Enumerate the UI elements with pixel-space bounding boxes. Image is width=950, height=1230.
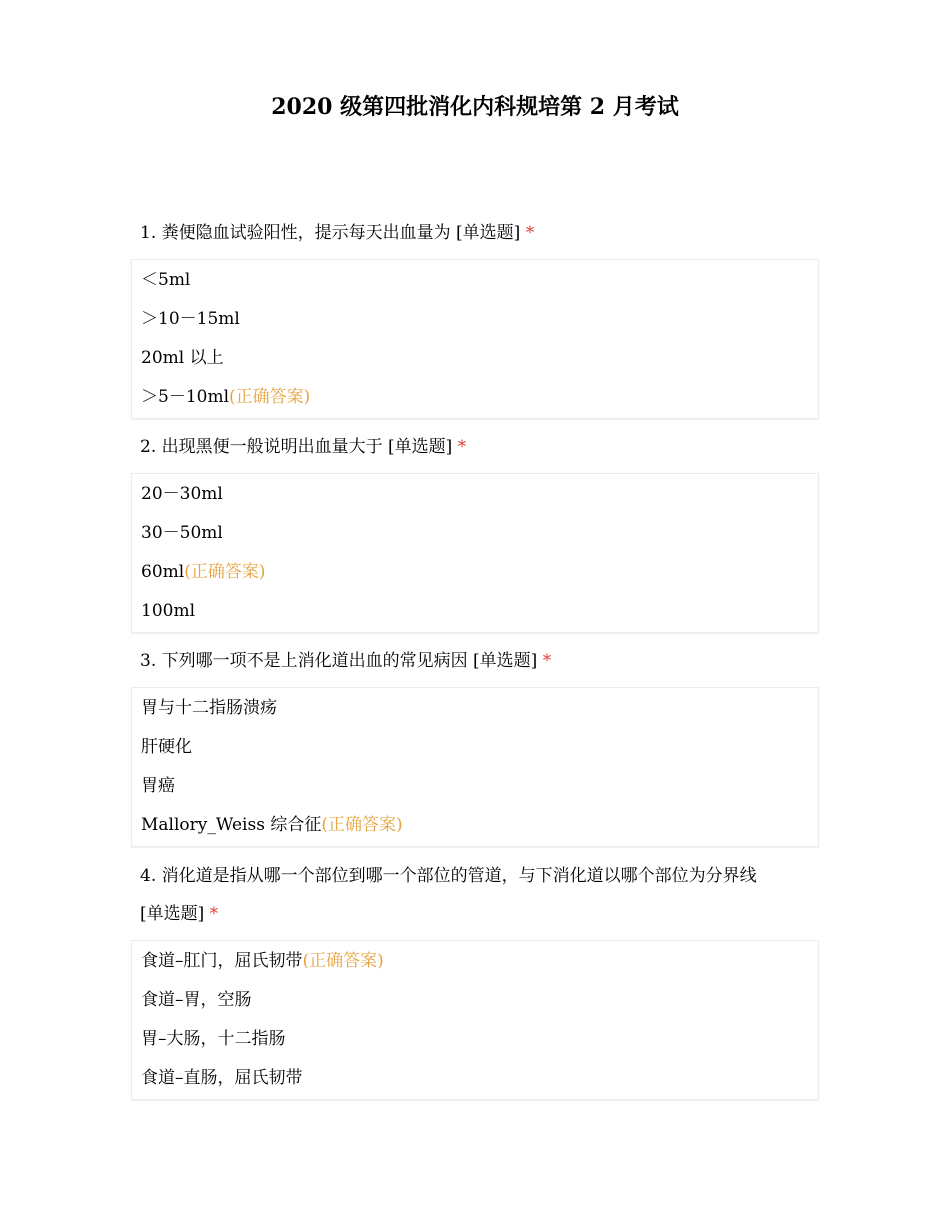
option-item[interactable] [132, 728, 818, 767]
option-item[interactable] [132, 689, 818, 728]
question-stem [131, 857, 819, 933]
question-stem-text: 1. 粪便隐血试验阳性，提示每天出血量为 [单选题] [140, 223, 521, 243]
question-1 [131, 214, 819, 419]
option-item[interactable] [132, 1059, 818, 1098]
required-mark: * [457, 437, 467, 457]
question-stem-text: 3. 下列哪一项不是上消化道出血的常见病因 [单选题] [140, 651, 538, 671]
option-text: 食道–直肠，屈氏韧带 [141, 1068, 303, 1088]
question-2 [131, 428, 819, 633]
option-item[interactable] [132, 981, 818, 1020]
option-text: 食道–胃，空肠 [141, 990, 252, 1010]
question-stem-text: 2. 出现黑便一般说明出血量大于 [单选题] [140, 437, 453, 457]
option-text: 20ml 以上 [141, 348, 224, 368]
option-text: 胃与十二指肠溃疡 [141, 698, 277, 718]
option-text: ＞10－15ml [141, 309, 240, 329]
option-text: ＜5ml [141, 270, 191, 290]
option-text: 60ml [141, 562, 185, 582]
question-stem [131, 642, 819, 680]
option-text: 食道–肛门，屈氏韧带 [141, 951, 303, 971]
correct-answer-tag: (正确答案) [229, 387, 311, 407]
correct-answer-tag: (正确答案) [184, 562, 266, 582]
option-item[interactable] [132, 475, 818, 514]
options-list [131, 940, 819, 1100]
option-item[interactable] [132, 592, 818, 631]
option-item[interactable] [132, 261, 818, 300]
option-item-correct[interactable] [132, 942, 818, 981]
required-mark: * [525, 223, 535, 243]
options-list [131, 473, 819, 633]
option-item[interactable] [132, 1020, 818, 1059]
question-4 [131, 857, 819, 1100]
correct-answer-tag: (正确答案) [321, 815, 403, 835]
question-stem-text: [单选题] [140, 904, 205, 924]
option-item-correct[interactable] [132, 378, 818, 417]
question-stem-text: 4. 消化道是指从哪一个部位到哪一个部位的管道，与下消化道以哪个部位为分界线 [140, 866, 757, 886]
option-text: 20－30ml [141, 484, 223, 504]
option-item[interactable] [132, 514, 818, 553]
question-3 [131, 642, 819, 847]
correct-answer-tag: (正确答案) [302, 951, 384, 971]
option-text: ＞5－10ml [141, 387, 230, 407]
option-item-correct[interactable] [132, 806, 818, 845]
option-text: Mallory_Weiss 综合征 [141, 815, 322, 835]
option-text: 胃–大肠，十二指肠 [141, 1029, 286, 1049]
options-list [131, 259, 819, 419]
page-title: 2020 级第四批消化内科规培第 2 月考试 [271, 94, 679, 120]
option-item[interactable] [132, 339, 818, 378]
question-stem [131, 214, 819, 252]
option-text: 30－50ml [141, 523, 223, 543]
required-mark: * [542, 651, 552, 671]
option-text: 100ml [141, 601, 196, 621]
question-stem [131, 428, 819, 466]
option-item-correct[interactable] [132, 553, 818, 592]
option-item[interactable] [132, 300, 818, 339]
option-item[interactable] [132, 767, 818, 806]
options-list [131, 687, 819, 847]
required-mark: * [209, 904, 219, 924]
option-text: 肝硬化 [141, 737, 192, 757]
option-text: 胃癌 [141, 776, 175, 796]
